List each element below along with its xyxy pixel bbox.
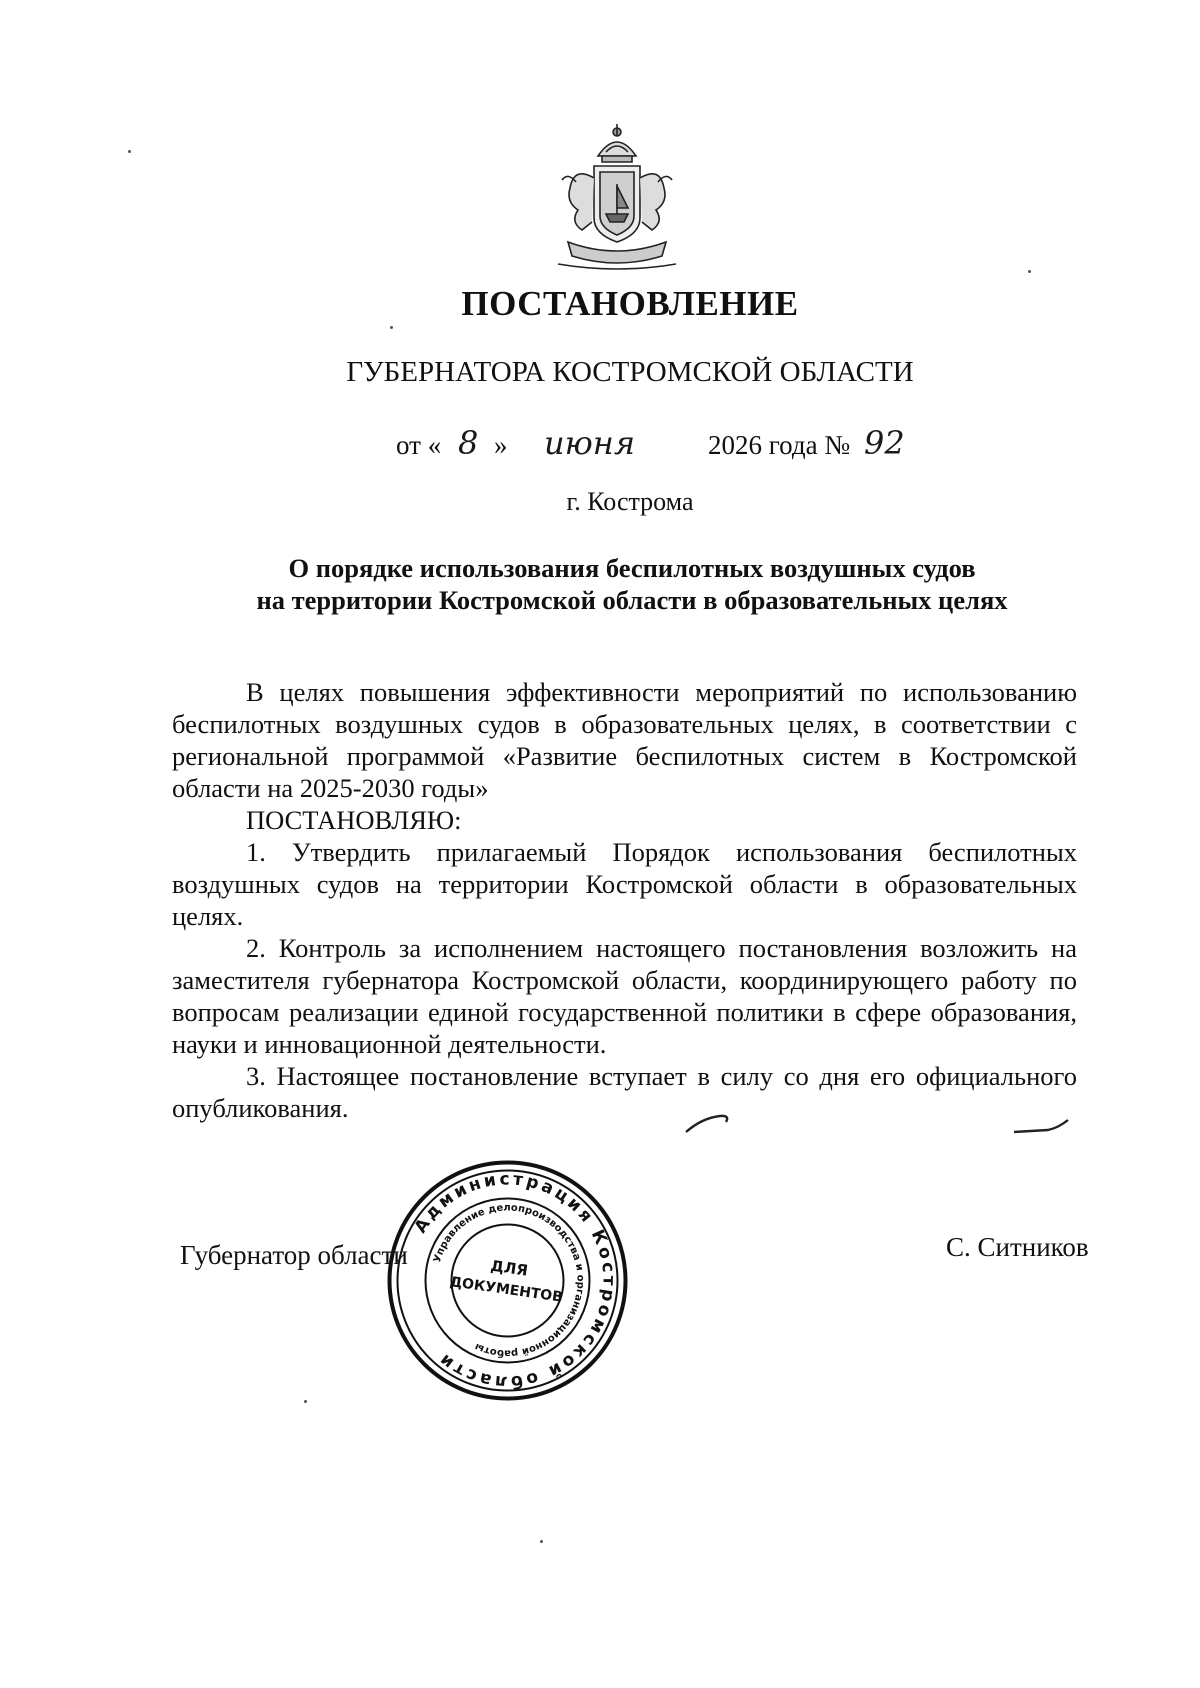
scan-speck [304, 1400, 307, 1403]
date-year: 2026 года № [708, 430, 851, 460]
date-line [396, 424, 956, 474]
scan-speck [1028, 270, 1031, 273]
date-quote-close: » [494, 430, 508, 460]
seal-center-line2: ДОКУМЕНТОВ [448, 1274, 564, 1306]
date-month: июня [544, 424, 636, 462]
document-number: 92 [864, 424, 905, 462]
official-seal-stamp [385, 1158, 630, 1403]
document-heading [0, 552, 1200, 616]
signatory-name: С. Ситников [946, 1232, 1089, 1262]
signatory-position: Губернатор области [180, 1240, 408, 1270]
date-day: 8 [458, 424, 479, 462]
heading-line: на территории Костромской области в образовательных целях [256, 585, 1008, 615]
scan-speck [390, 326, 393, 329]
decree-item: 2. Контроль за исполнением настоящего постановления возложить на заместителя губернатора Костромской области, координирующего работу по вопросам реализации единой государственной политики в сфере образования, науки и инновационной деятельности. [172, 933, 1077, 1059]
heading-line: О порядке использования беспилотных воздушных судов [288, 553, 976, 583]
document-title: ПОСТАНОВЛЕНИЕ [461, 284, 799, 323]
document-subtitle: ГУБЕРНАТОРА КОСТРОМСКОЙ ОБЛАСТИ [346, 356, 914, 388]
seal-outer-text: Администрация Костромской области [410, 1169, 619, 1392]
date-prefix: от « [396, 430, 442, 460]
document-body [172, 676, 1077, 1124]
pen-mark [1012, 1116, 1074, 1138]
seal-center-line1: ДЛЯ [489, 1256, 529, 1280]
document-city: г. Кострома [566, 487, 694, 516]
preamble-paragraph: В целях повышения эффективности мероприятий по использованию беспилотных воздушных судов в образовательных целях, в соответствии с региональной программой «Развитие беспилотных систем в Костромской области на 2025-2030 годы» [172, 677, 1077, 803]
pen-mark [682, 1108, 742, 1138]
scan-speck [128, 150, 131, 153]
decree-word: ПОСТАНОВЛЯЮ: [246, 805, 462, 835]
scan-speck [540, 1540, 543, 1543]
decree-item: 3. Настоящее постановление вступает в силу со дня его официального опубликования. [172, 1061, 1077, 1123]
seal-inner-text: Управление делопроизводства и организационной работы [431, 1202, 586, 1359]
coat-of-arms-emblem [548, 122, 686, 272]
decree-item: 1. Утвердить прилагаемый Порядок использования беспилотных воздушных судов на территории Костромской области в образовательных целях. [172, 837, 1077, 931]
